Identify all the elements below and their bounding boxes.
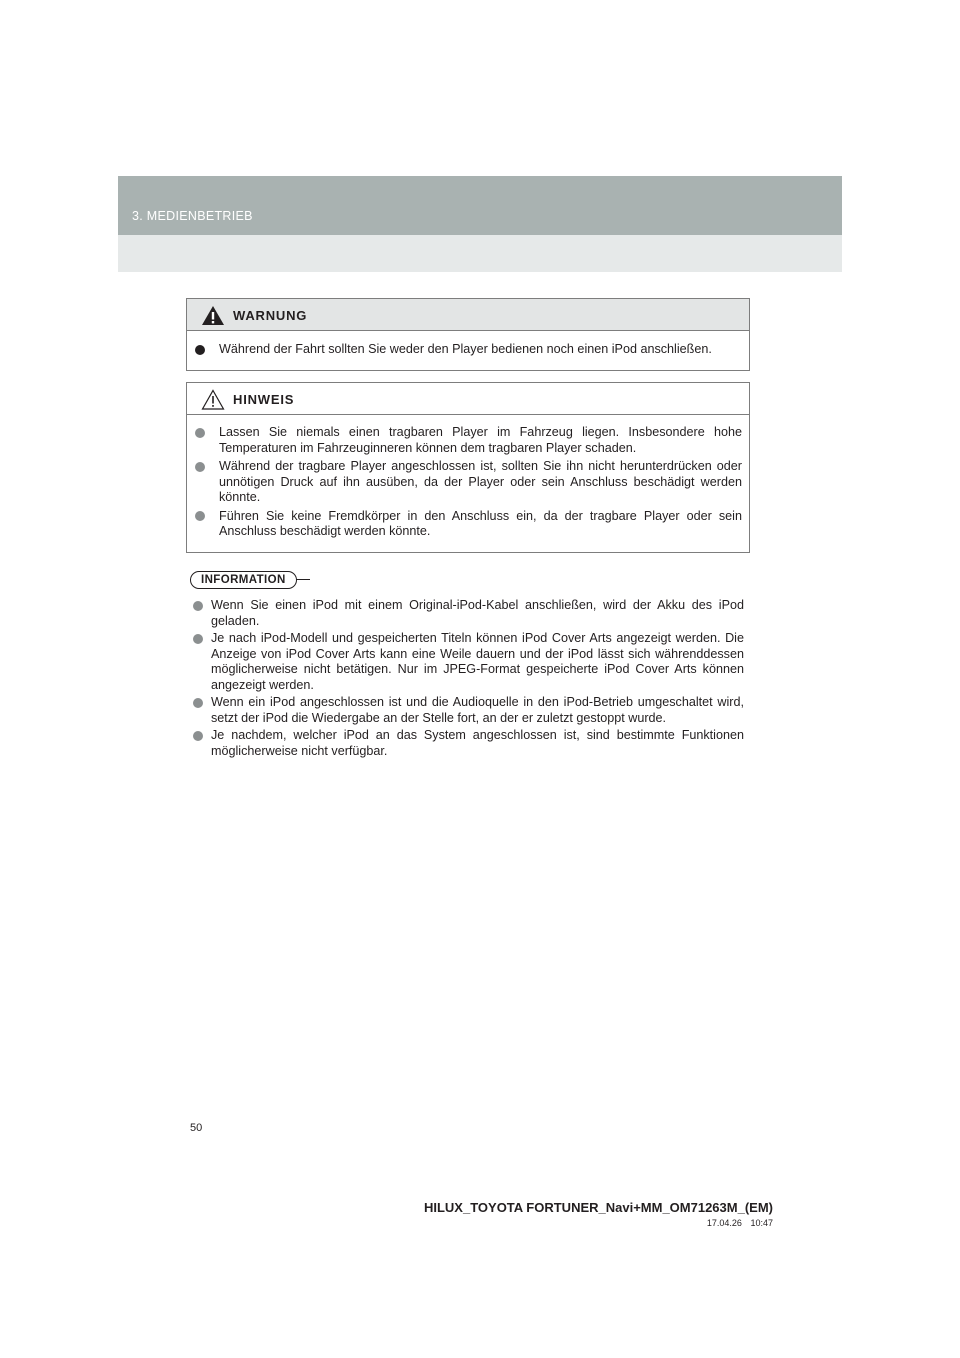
information-tag: INFORMATION (190, 571, 297, 589)
bullet-icon (195, 511, 205, 521)
information-text: Je nachdem, welcher iPod an das System angeschlossen ist, sind bestimmte Funktionen möglicherweise nicht verfügbar. (211, 728, 744, 758)
caution-text: Lassen Sie niemals einen tragbaren Player im Fahrzeug liegen. Insbesondere hohe Temperaturen im Fahrzeuginneren können dem tragbaren Player schaden. (219, 425, 742, 455)
print-time: 10:47 (750, 1218, 773, 1228)
list-item (190, 631, 746, 693)
warning-box (186, 298, 750, 371)
page-number: 50 (190, 1122, 203, 1134)
bullet-icon (195, 428, 205, 438)
bullet-icon (193, 698, 203, 708)
bullet-icon (193, 731, 203, 741)
information-text: Wenn ein iPod angeschlossen ist und die Audioquelle in den iPod-Betrieb umgeschaltet wird, setzt der iPod die Wiedergabe an der Stelle fort, an der er zuletzt gestoppt wurde. (211, 695, 744, 725)
header-band (118, 176, 842, 235)
caution-box-header (187, 383, 749, 415)
print-date: 17.04.26 (706, 1218, 742, 1228)
warning-box-header (187, 299, 749, 331)
list-item (187, 342, 749, 358)
caution-box (186, 382, 750, 553)
header-subband (118, 235, 842, 272)
list-item (187, 509, 749, 540)
caution-title: HINWEIS (233, 392, 295, 407)
list-item (187, 459, 749, 506)
information-text: Wenn Sie einen iPod mit einem Original-iPod-Kabel anschließen, wird der Akku des iPod geladen. (211, 598, 744, 628)
warning-triangle-outline-icon (201, 389, 225, 410)
bullet-icon (193, 634, 203, 644)
bullet-icon (193, 601, 203, 611)
warning-text: Während der Fahrt sollten Sie weder den Player bedienen noch einen iPod anschließen. (219, 342, 712, 356)
list-item (187, 425, 749, 456)
warning-triangle-filled-icon (201, 305, 225, 326)
warning-title: WARNUNG (233, 308, 308, 323)
list-item (190, 728, 746, 759)
bullet-icon (195, 345, 205, 355)
information-section (190, 570, 746, 761)
document-id: HILUX_TOYOTA FORTUNER_Navi+MM_OM71263M_(EM) (423, 1200, 773, 1215)
information-text: Je nach iPod-Modell und gespeicherten Titeln können iPod Cover Arts angezeigt werden. Die Anzeige von iPod Cover Arts kann eine Weile dauern und der iPod lässt sich währenddessen möglicherweise nicht betätigen. Nur im JPEG-Format gespeicherte iPod Cover Arts können angezeigt werden. (211, 631, 744, 692)
bullet-icon (195, 462, 205, 472)
list-item (190, 695, 746, 726)
information-list (190, 598, 746, 759)
section-title: 3. MEDIENBETRIEB (132, 209, 253, 223)
caution-text: Führen Sie keine Fremdkörper in den Anschluss ein, da der tragbare Player oder sein Anschluss beschädigt werden könnte. (219, 508, 742, 538)
list-item (190, 598, 746, 629)
print-timestamp (707, 1218, 773, 1228)
caution-text: Während der tragbare Player angeschlossen ist, sollten Sie ihn nicht herunterdrücken oder unnötigen Druck auf ihn ausüben, da der Player oder sein Anschluss beschädigt werden könnte. (219, 459, 742, 504)
